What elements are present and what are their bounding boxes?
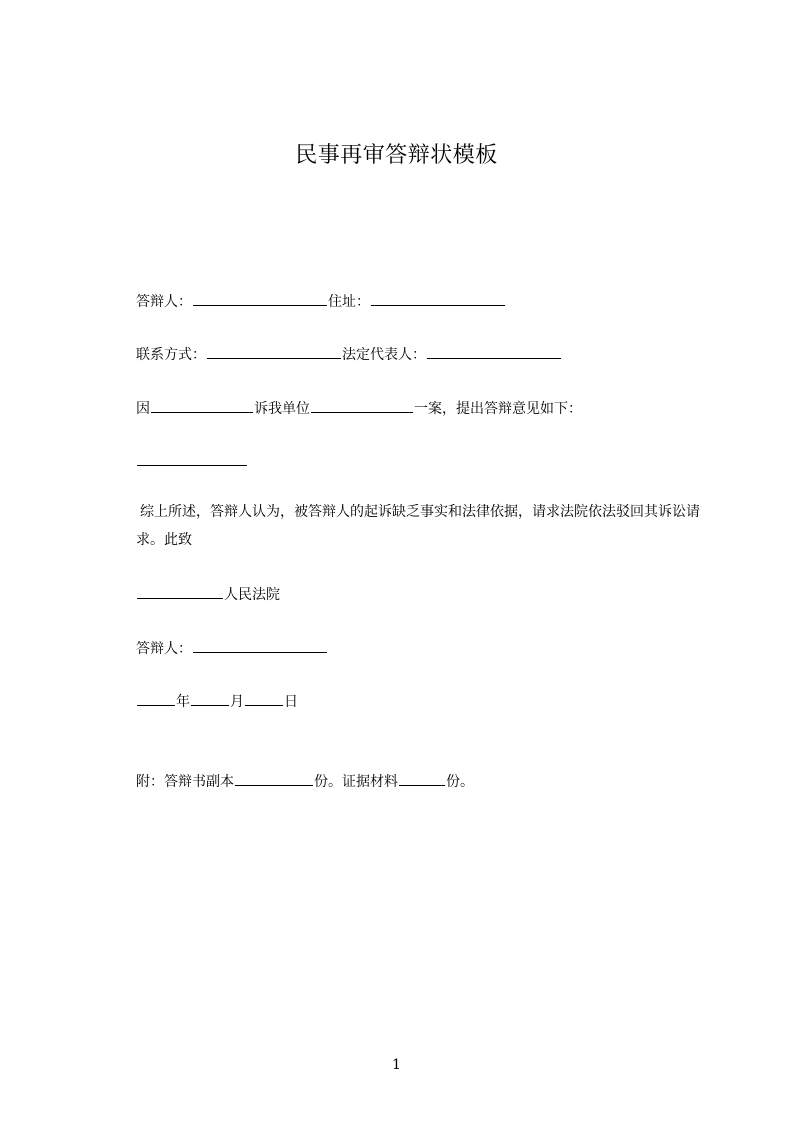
date-year: 年 xyxy=(176,694,190,710)
copies-blank[interactable] xyxy=(235,771,313,786)
legal-rep-label: 法定代表人： xyxy=(342,347,426,363)
opinion-blank[interactable] xyxy=(137,451,247,466)
contact-legalrep-line xyxy=(136,344,562,365)
page-number: 1 xyxy=(392,1057,401,1073)
signature-blank[interactable] xyxy=(193,638,327,653)
date-day: 日 xyxy=(284,694,298,710)
day-blank[interactable] xyxy=(245,691,283,706)
contact-label: 联系方式： xyxy=(136,347,206,363)
date-line xyxy=(136,691,298,712)
contact-blank[interactable] xyxy=(207,344,341,359)
legal-rep-blank[interactable] xyxy=(427,344,561,359)
date-month: 月 xyxy=(230,694,244,710)
case-prefix: 因 xyxy=(136,401,150,417)
address-label: 住址： xyxy=(328,294,370,310)
respondent-blank[interactable] xyxy=(193,291,327,306)
respondent-address-line xyxy=(136,291,506,312)
court-suffix: 人民法院 xyxy=(224,587,280,603)
signature-line xyxy=(136,638,328,659)
plaintiff-blank[interactable] xyxy=(151,398,253,413)
month-blank[interactable] xyxy=(191,691,229,706)
respondent-label: 答辩人： xyxy=(136,294,192,310)
evidence-blank[interactable] xyxy=(399,771,445,786)
attachment-prefix: 附：答辩书副本 xyxy=(136,774,234,790)
opinion-line xyxy=(136,451,248,472)
address-blank[interactable] xyxy=(371,291,505,306)
signature-label: 答辩人： xyxy=(136,641,192,657)
document-title: 民事再审答辩状模板 xyxy=(295,143,498,168)
attachment-suffix: 份。 xyxy=(446,774,474,790)
year-blank[interactable] xyxy=(137,691,175,706)
case-line xyxy=(136,398,582,419)
court-blank[interactable] xyxy=(137,584,223,599)
case-suffix: 一案，提出答辩意见如下： xyxy=(414,401,582,417)
attachment-mid: 份。证据材料 xyxy=(314,774,398,790)
court-line xyxy=(136,584,280,605)
conclusion-paragraph: 综上所述，答辩人认为，被答辩人的起诉缺乏事实和法律依据，请求法院依法驳回其诉讼请求。此致 xyxy=(136,504,700,548)
attachment-line xyxy=(136,771,474,792)
case-middle: 诉我单位 xyxy=(254,401,310,417)
case-name-blank[interactable] xyxy=(311,398,413,413)
